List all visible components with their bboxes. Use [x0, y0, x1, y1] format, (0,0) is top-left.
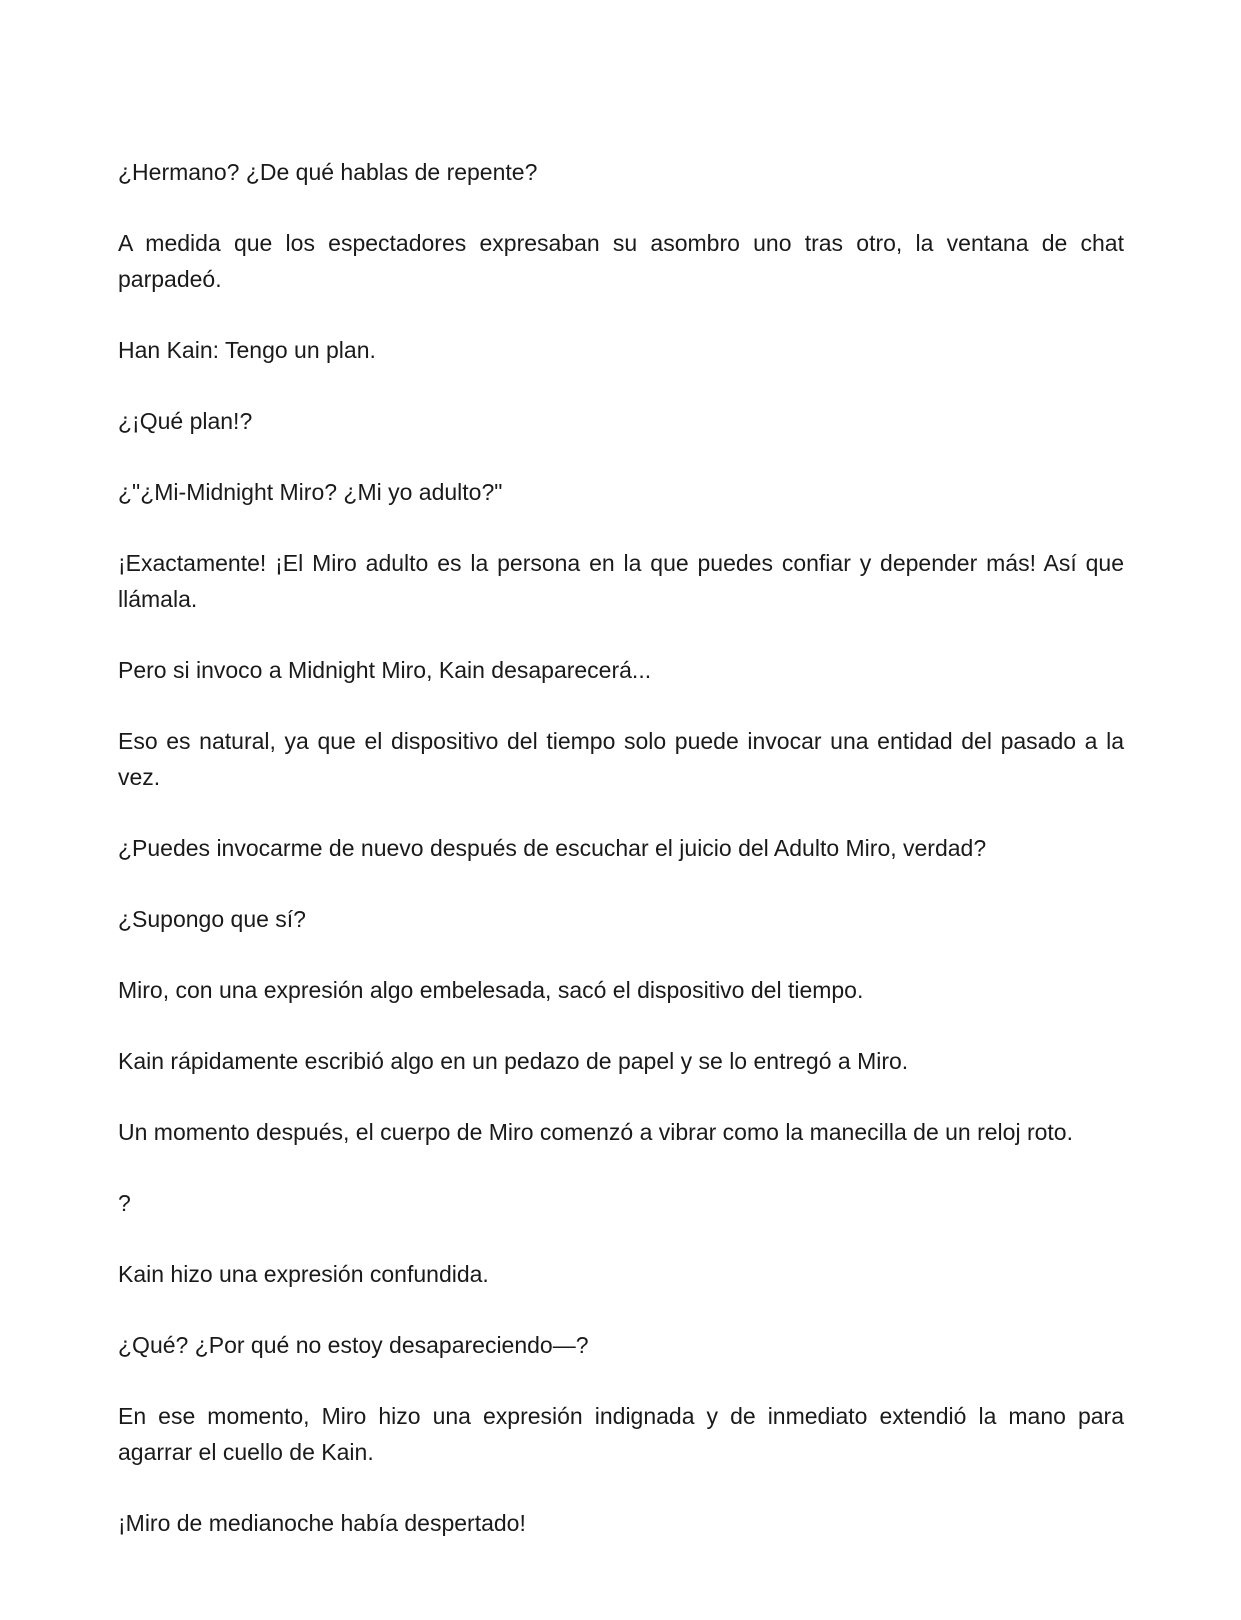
paragraph: ¿Puedes invocarme de nuevo después de escuchar el juicio del Adulto Miro, verdad? [118, 835, 987, 861]
paragraph: En ese momento, Miro hizo una expresión indignada y de inmediato extendió la mano para agarrar el cuello de Kain. [118, 1403, 1124, 1465]
paragraph: Un momento después, el cuerpo de Miro comenzó a vibrar como la manecilla de un reloj roto. [118, 1119, 1073, 1145]
paragraph: ¿Qué? ¿Por qué no estoy desapareciendo—? [118, 1332, 589, 1358]
paragraph: ? [118, 1190, 131, 1216]
document-body [118, 154, 1124, 1576]
paragraph: Kain rápidamente escribió algo en un pedazo de papel y se lo entregó a Miro. [118, 1048, 909, 1074]
paragraph: Kain hizo una expresión confundida. [118, 1261, 489, 1287]
paragraph: ¡Miro de medianoche había despertado! [118, 1510, 526, 1536]
paragraph: ¡Exactamente! ¡El Miro adulto es la persona en la que puedes confiar y depender más! Así que llámala. [118, 550, 1124, 612]
paragraph: ¿Supongo que sí? [118, 906, 306, 932]
paragraph: ¿"¿Mi-Midnight Miro? ¿Mi yo adulto?" [118, 479, 503, 505]
paragraph: Han Kain: Tengo un plan. [118, 337, 376, 363]
paragraph: Pero si invoco a Midnight Miro, Kain desaparecerá... [118, 657, 652, 683]
paragraph: A medida que los espectadores expresaban su asombro uno tras otro, la ventana de chat parpadeó. [118, 230, 1124, 292]
paragraph: Miro, con una expresión algo embelesada, sacó el dispositivo del tiempo. [118, 977, 864, 1003]
paragraph: Eso es natural, ya que el dispositivo del tiempo solo puede invocar una entidad del pasado a la vez. [118, 728, 1124, 790]
paragraph: ¿Hermano? ¿De qué hablas de repente? [118, 159, 538, 185]
paragraph: ¿¡Qué plan!? [118, 408, 253, 434]
